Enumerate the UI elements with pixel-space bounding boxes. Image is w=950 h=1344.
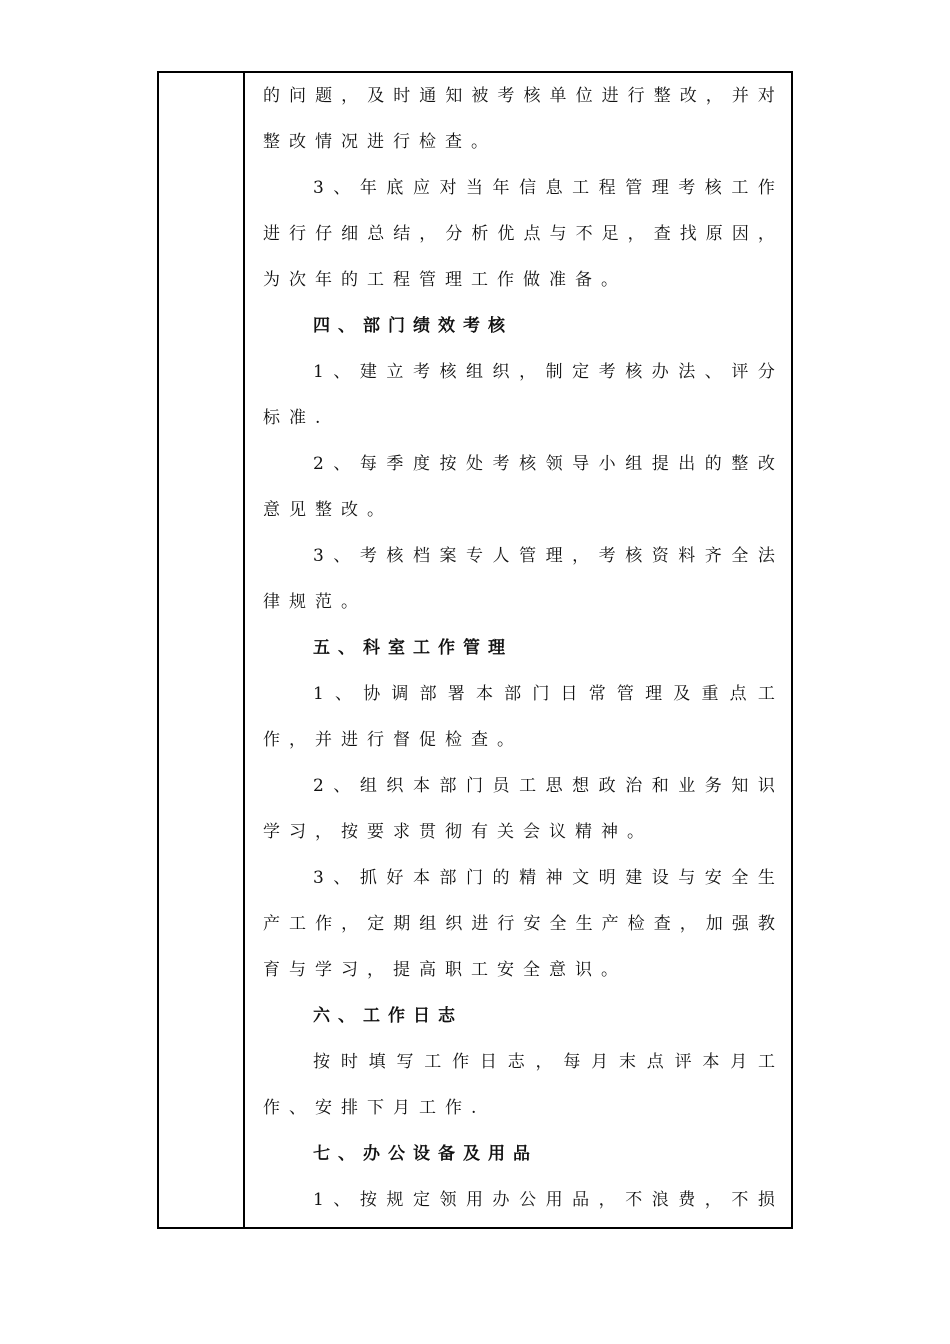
text-line: 2 、 每 季 度 按 处 考 核 领 导 小 组 提 出 的 整 改 (313, 454, 775, 474)
document-table (157, 71, 793, 1229)
text-line: 标准. (263, 408, 330, 428)
section-heading: 七、办公设备及用品 (313, 1144, 538, 1164)
text-line: 律规范。 (263, 592, 367, 612)
text-line: 整改情况进行检查。 (263, 132, 497, 152)
text-line: 学习，按要求贯彻有关会议精神。 (263, 822, 653, 842)
text-line: 1 、 建 立 考 核 组 织 ， 制 定 考 核 办 法 、 评 分 (313, 362, 775, 382)
document-body (263, 73, 775, 1223)
text-line: 意见整改。 (263, 500, 393, 520)
text-line: 的 问 题 ， 及 时 通 知 被 考 核 单 位 进 行 整 改 ， 并 对 (263, 86, 775, 106)
text-line: 产 工 作 ， 定 期 组 织 进 行 安 全 生 产 检 查 ， 加 强 教 (263, 914, 775, 934)
text-line: 进 行 仔 细 总 结 ， 分 析 优 点 与 不 足 ， 查 找 原 因 ， (263, 224, 775, 244)
section-heading: 六、工作日志 (313, 1006, 463, 1026)
table-left-column (159, 73, 245, 1227)
section-heading: 五、科室工作管理 (313, 638, 513, 658)
text-line: 育与学习，提高职工安全意识。 (263, 960, 627, 980)
text-line: 1 、 按 规 定 领 用 办 公 用 品 ， 不 浪 费 ， 不 损 (313, 1190, 775, 1210)
text-line: 按 时 填 写 工 作 日 志 ， 每 月 末 点 评 本 月 工 (313, 1052, 775, 1072)
text-line: 2 、 组 织 本 部 门 员 工 思 想 政 治 和 业 务 知 识 (313, 776, 775, 796)
text-line: 作、安排下月工作. (263, 1098, 486, 1118)
text-line: 为次年的工程管理工作做准备。 (263, 270, 627, 290)
text-line: 3 、 抓 好 本 部 门 的 精 神 文 明 建 设 与 安 全 生 (313, 868, 775, 888)
text-line: 1 、 协 调 部 署 本 部 门 日 常 管 理 及 重 点 工 (313, 684, 775, 704)
text-line: 作，并进行督促检查。 (263, 730, 523, 750)
text-line: 3 、 年 底 应 对 当 年 信 息 工 程 管 理 考 核 工 作 (313, 178, 775, 198)
text-line: 3 、 考 核 档 案 专 人 管 理 ， 考 核 资 料 齐 全 法 (313, 546, 775, 566)
section-heading: 四、部门绩效考核 (313, 316, 513, 336)
table-content-column (245, 73, 791, 1227)
